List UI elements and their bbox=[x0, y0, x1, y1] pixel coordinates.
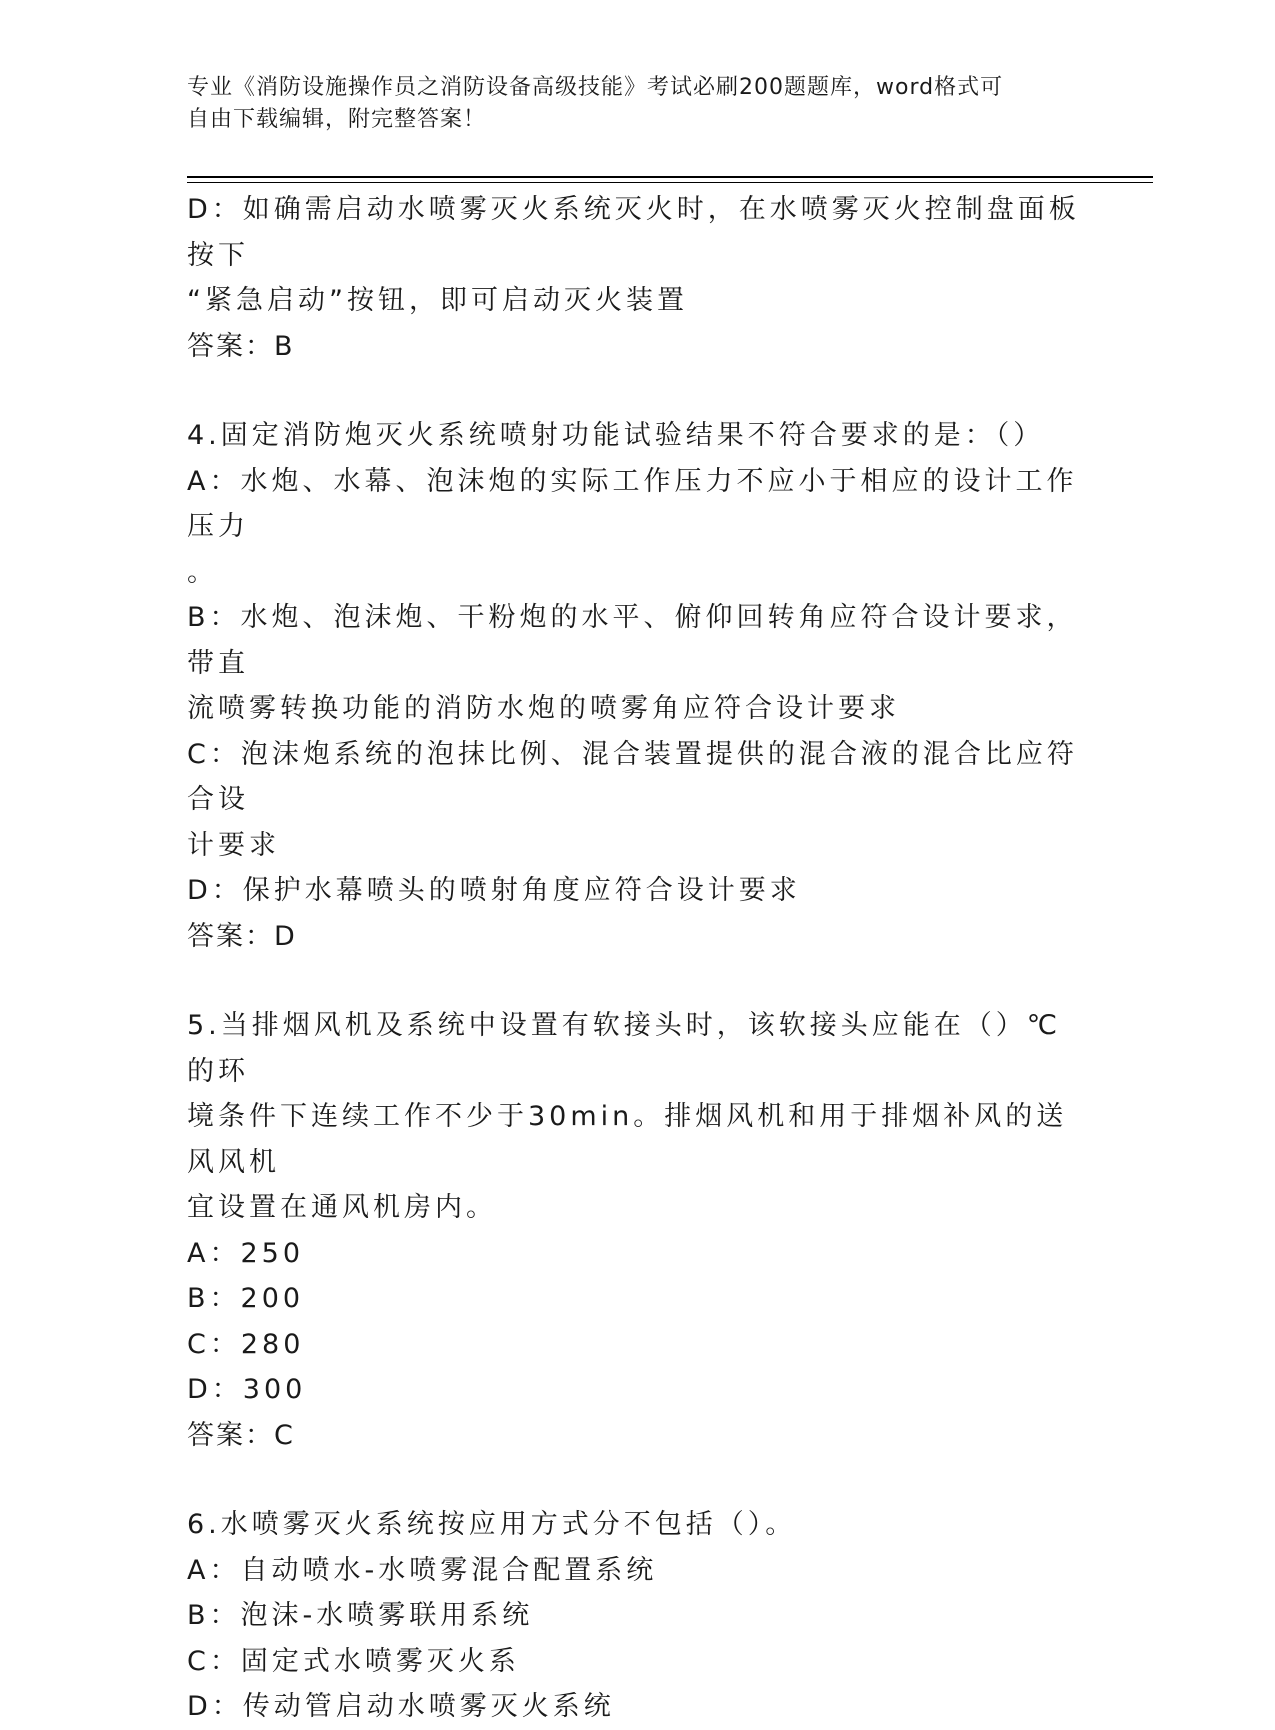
spacer bbox=[187, 959, 1087, 1003]
option-a: A：水炮、水幕、泡沫炮的实际工作压力不应小于相应的设计工作压力 bbox=[187, 465, 1078, 542]
question-6 bbox=[187, 1502, 1087, 1730]
header-rule-thin bbox=[187, 182, 1153, 183]
question-stem: 4.固定消防炮灭火系统喷射功能试验结果不符合要求的是：（） bbox=[187, 420, 1045, 451]
question-stem-continued: 宜设置在通风机房内。 bbox=[187, 1192, 497, 1223]
document-header bbox=[187, 72, 1087, 136]
option-d-continued: “紧急启动”按钮，即可启动灭火装置 bbox=[187, 285, 688, 316]
option-b: B：泡沫-水喷雾联用系统 bbox=[187, 1600, 534, 1631]
question-stem-continued: 境条件下连续工作不少于30min。排烟风机和用于排烟补风的送风风机 bbox=[187, 1101, 1068, 1178]
question-5 bbox=[187, 1003, 1087, 1458]
option-b: B：200 bbox=[187, 1283, 305, 1314]
option-a: A：自动喷水-水喷雾混合配置系统 bbox=[187, 1554, 658, 1586]
question-stem: 5.当排烟风机及系统中设置有软接头时，该软接头应能在（）℃的环 bbox=[187, 1010, 1062, 1087]
option-c: C：泡沫炮系统的泡抹比例、混合装置提供的混合液的混合比应符合设 bbox=[187, 738, 1078, 815]
option-d: D：传动管启动水喷雾灭火系统 bbox=[187, 1691, 615, 1722]
option-c: C：280 bbox=[187, 1328, 305, 1360]
option-a-continued: 。 bbox=[187, 556, 218, 588]
spacer bbox=[187, 1458, 1087, 1502]
spacer bbox=[187, 369, 1087, 413]
header-line-1: 专业《消防设施操作员之消防设备高级技能》考试必刷200题题库，word格式可 bbox=[187, 75, 1004, 100]
question-stem: 6.水喷雾灭火系统按应用方式分不包括（）。 bbox=[187, 1509, 797, 1540]
header-rule-thick bbox=[187, 176, 1153, 178]
answer-line: 答案：C bbox=[187, 1419, 295, 1451]
option-d: D：保护水幕喷头的喷射角度应符合设计要求 bbox=[187, 875, 801, 906]
option-a: A：250 bbox=[187, 1237, 305, 1269]
option-c: C：固定式水喷雾灭火系 bbox=[187, 1645, 520, 1677]
option-b: B：水炮、泡沫炮、干粉炮的水平、俯仰回转角应符合设计要求，带直 bbox=[187, 602, 1078, 679]
option-c-continued: 计要求 bbox=[187, 829, 280, 861]
answer-line: 答案：D bbox=[187, 920, 297, 952]
option-d: D：如确需启动水喷雾灭火系统灭火时，在水喷雾灭火控制盘面板按下 bbox=[187, 194, 1080, 271]
question-4 bbox=[187, 413, 1087, 959]
header-line-2: 自由下载编辑，附完整答案！ bbox=[187, 107, 487, 132]
answer-line: 答案：B bbox=[187, 330, 295, 362]
option-d: D：300 bbox=[187, 1374, 307, 1405]
question-content bbox=[187, 187, 1087, 1730]
previous-question-tail bbox=[187, 187, 1087, 369]
option-b-continued: 流喷雾转换功能的消防水炮的喷雾角应符合设计要求 bbox=[187, 693, 900, 724]
